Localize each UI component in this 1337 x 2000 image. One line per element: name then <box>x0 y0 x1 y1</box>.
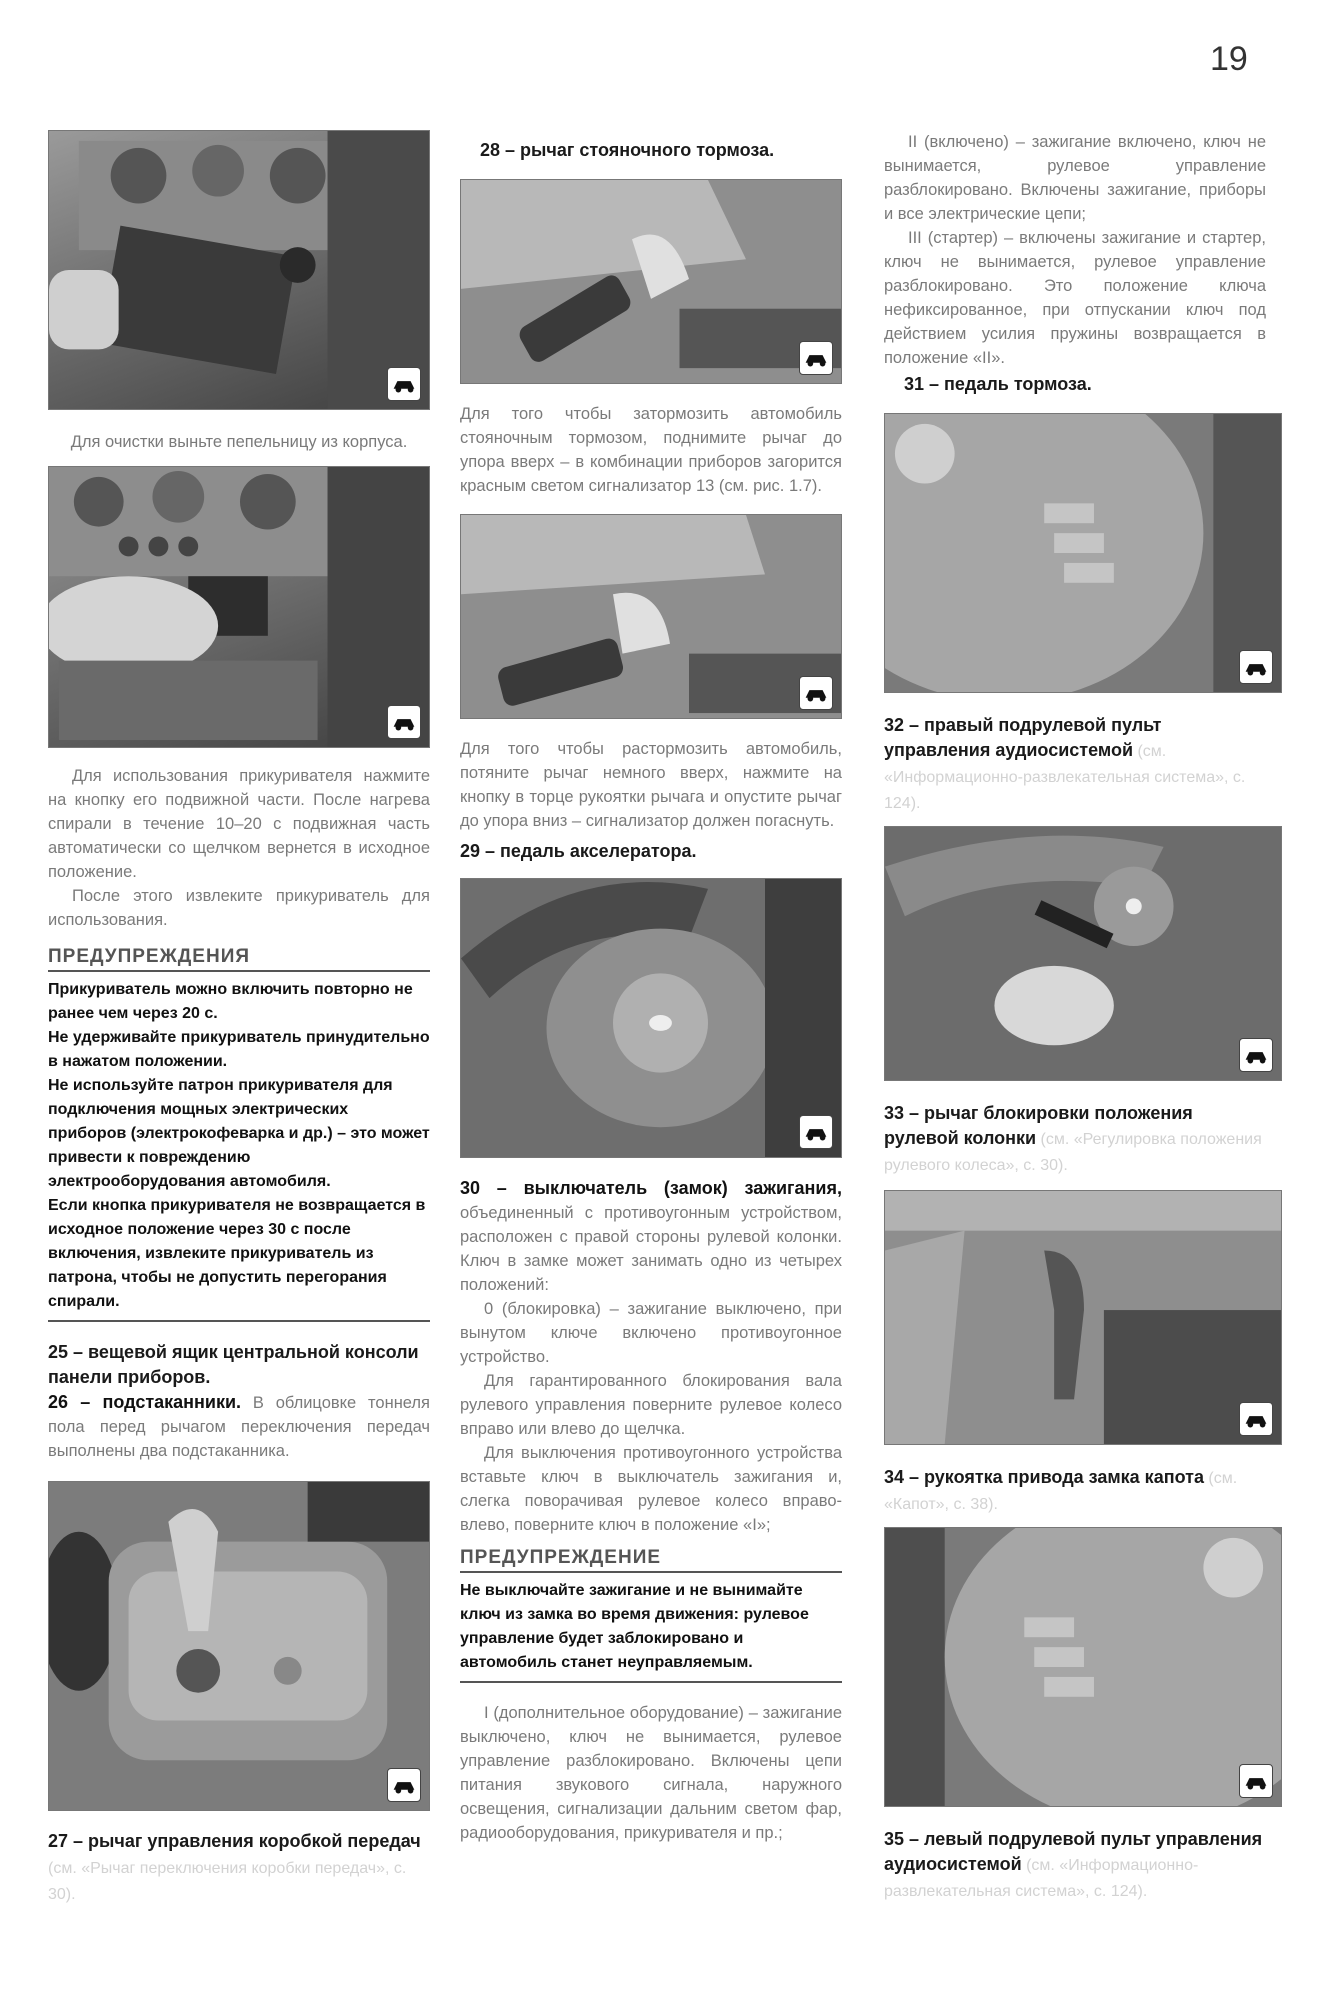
warning-item: Не используйте патрон прикуривателя для подключения мощных электрических приборов (электрокофеварка и др.) – это может привести к повреждению электрооборудования автомобиля. <box>48 1077 430 1190</box>
photo-handbrake-release <box>460 514 842 719</box>
item-27-title: 27 – рычаг управления коробкой передач <box>48 1831 421 1851</box>
item-31: 31 – педаль тормоза. <box>904 374 1092 394</box>
column-right <box>884 130 1266 1904</box>
car-service-icon <box>799 341 833 375</box>
item-26 <box>48 1390 430 1463</box>
antitheft-off-note: Для выключения противоугонного устройства вставьте ключ в выключатель зажигания и, слегка поворачивая рулевое колесо вправо-влево, поверните ключ в положение «I»; <box>460 1444 842 1534</box>
warning-box-ignition <box>460 1547 842 1683</box>
photo-gear-lever <box>48 1481 430 1811</box>
item-28: 28 – рычаг стояночного тормоза. <box>480 140 775 160</box>
photo-ashtray <box>48 130 430 410</box>
car-service-icon <box>1239 1764 1273 1798</box>
item-26-title: 26 – подстаканники. <box>48 1392 242 1412</box>
item-35 <box>884 1827 1266 1904</box>
warning-text: Не выключайте зажигание и не вынимайте ключ из замка во время движения: рулевое управление будет заблокировано и автомобиль станет неуправляемым. <box>460 1582 809 1671</box>
warnings-box <box>48 946 430 1322</box>
item-27-ref: (см. «Рычаг переключения коробки передач», с. 30). <box>48 1860 407 1903</box>
warning-item: Если кнопка прикуривателя не возвращается в исходное положение через 30 с после включения, извлеките прикуриватель из патрона, чтобы не допустить перегорания спирали. <box>48 1197 426 1310</box>
item-34 <box>884 1465 1266 1517</box>
page-number: 19 <box>1210 40 1248 78</box>
photo-left-audio-controls <box>884 1527 1282 1807</box>
car-service-icon <box>1239 650 1273 684</box>
ignition-pos-2: II (включено) – зажигание включено, ключ не вынимается, рулевое управление разблокировано. Включены зажигание, приборы и все электрические цепи; <box>884 133 1266 223</box>
warning-title: ПРЕДУПРЕЖДЕНИЕ <box>460 1547 842 1573</box>
car-service-icon <box>387 1768 421 1802</box>
item-34-ref: (см. «Капот», с. 38). <box>884 1470 1238 1513</box>
caption-ashtray: Для очистки выньте пепельницу из корпуса. <box>70 433 408 451</box>
lighter-paragraph: Для использования прикуривателя нажмите на кнопку его подвижной части. После нагрева спирали в течение 10–20 с подвижная часть автоматически со щелчком вернется в исходное положение. <box>48 767 430 881</box>
warning-item: Прикуриватель можно включить повторно не ранее чем через 20 с. <box>48 981 413 1022</box>
car-service-icon <box>387 367 421 401</box>
item-30-title: 30 – выключатель (замок) зажигания, <box>460 1178 842 1198</box>
caption-handbrake-on: Для того чтобы затормозить автомобиль стояночным тормозом, поднимите рычаг до упора вверх – в комбинации приборов загорится красным светом сигнализатор 13 (см. рис. 1.7). <box>460 405 842 495</box>
photo-ignition <box>460 878 842 1158</box>
ignition-pos-0: 0 (блокировка) – зажигание выключено, при вынутом ключе включено противоугонное устройство. <box>460 1300 842 1366</box>
item-29: 29 – педаль акселератора. <box>460 841 697 861</box>
photo-hood-release <box>884 1190 1282 1445</box>
column-left <box>48 130 430 1907</box>
item-27 <box>48 1829 430 1907</box>
column-middle <box>460 130 842 1845</box>
item-25: 25 – вещевой ящик центральной консоли панели приборов. <box>48 1342 419 1387</box>
item-26-text: В облицовке тоннеля пола перед рычагом переключения передач выполнены два подстаканника. <box>48 1394 430 1460</box>
car-service-icon <box>1239 1038 1273 1072</box>
photo-handbrake-up <box>460 179 842 384</box>
item-35-title: 35 – левый подрулевой пульт управления аудиосистемой <box>884 1829 1263 1874</box>
item-35-ref: (см. «Информационно-развлекательная система», с. 124). <box>884 1857 1199 1900</box>
car-service-icon <box>387 705 421 739</box>
warning-item: Не удерживайте прикуриватель принудительно в нажатом положении. <box>48 1029 430 1070</box>
item-32-title: 32 – правый подрулевой пульт управления аудиосистемой <box>884 715 1162 760</box>
car-service-icon <box>799 676 833 710</box>
item-33 <box>884 1101 1266 1178</box>
ignition-pos-3: III (стартер) – включены зажигание и стартер, ключ не вынимается, рулевое управление разблокировано. Это положение ключа нефиксированное, при отпускании ключ под действием усилия пружины возвращается в положение «II». <box>884 229 1266 367</box>
item-30 <box>460 1176 842 1297</box>
photo-lighter <box>48 466 430 748</box>
warnings-title: ПРЕДУПРЕЖДЕНИЯ <box>48 946 430 972</box>
photo-right-audio-controls <box>884 413 1282 693</box>
item-30-text: объединенный с противоугонным устройством, расположен с правой стороны рулевой колонки. Ключ в замке может занимать одно из четырех положений: <box>460 1204 842 1294</box>
caption-handbrake-off: Для того чтобы растормозить автомобиль, потяните рычаг немного вверх, нажмите на кнопку в торце рукоятки рычага и опустите рычаг до упора вниз – сигнализатор должен погаснуть. <box>460 740 842 830</box>
photo-column-lock-lever <box>884 826 1282 1081</box>
item-33-title: 33 – рычаг блокировки положения рулевой колонки <box>884 1103 1193 1148</box>
item-33-ref: (см. «Регулировка положения рулевого колеса», с. 30). <box>884 1131 1262 1174</box>
lighter-paragraph-2: После этого извлеките прикуриватель для использования. <box>48 887 430 929</box>
car-service-icon <box>799 1115 833 1149</box>
steering-lock-note: Для гарантированного блокирования вала рулевого управления поверните рулевое колесо вправо или влево до щелчка. <box>460 1372 842 1438</box>
car-service-icon <box>1239 1402 1273 1436</box>
item-32 <box>884 713 1266 816</box>
item-34-title: 34 – рукоятка привода замка капота <box>884 1467 1204 1487</box>
item-32-ref: (см. «Информационно-развлекательная система», с. 124). <box>884 743 1246 812</box>
ignition-pos-1: I (дополнительное оборудование) – зажигание выключено, ключ не вынимается, рулевое управление разблокировано. Включены цепи питания звукового сигнала, наружного освещения, сигнализации дальним светом фар, радиооборудования, прикуривателя и пр.; <box>460 1704 842 1842</box>
